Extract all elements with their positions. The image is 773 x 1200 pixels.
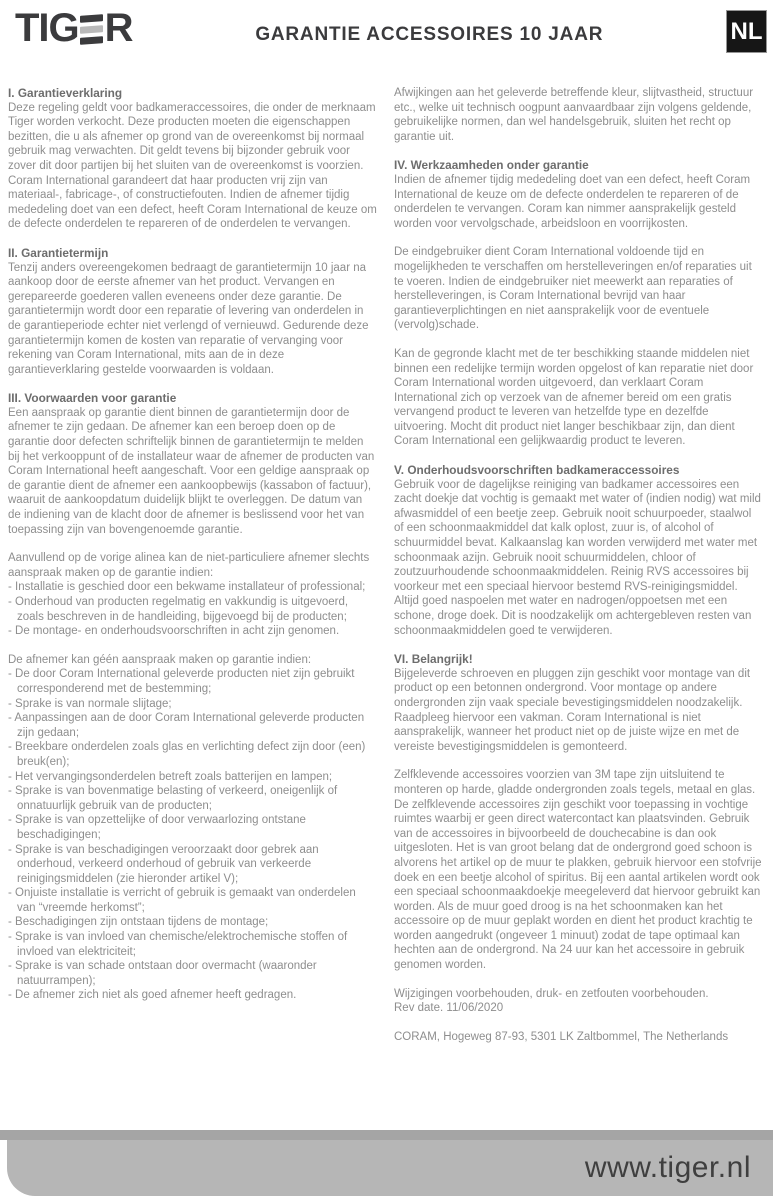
section-5-paragraph: Gebruik voor de dagelijkse reiniging van badkamer accessoires een zacht doekje dat vochtig is gemaakt met water of (indien nodig) wat mild afwasmiddel of een beetje zeep. Gebruik nooit schuurpoeder, staalwol of een schoonmaakmiddel dat kalk oplost, zuur is, of alcohol of schuurmiddel bevat. Kalkaanslag kan worden verwijderd met water met schoonmaak azijn. Gebruik nooit schuurmiddelen, chloor of zoutzuurhoudende schoonmaakmiddelen. Reinig RVS accessoires bij voorkeur met een speciaal hiervoor bestemd RVS-reinigingsmiddel. Altijd goed naspoelen met water en nadrogen/oppoetsen met een schone, droge doek. Dit is noodzakelijk om achtergebleven resten van schoonmaakmiddelen goed te verwijderen. <box>394 478 761 637</box>
document-body <box>0 86 773 1058</box>
list-item: - Het vervangingsonderdelen betreft zoals batterijen en lampen; <box>8 770 333 783</box>
tiger-logo <box>15 8 133 48</box>
section-4-heading: IV. Werkzaamheden onder garantie <box>394 158 589 173</box>
section-2-paragraph: Tenzij anders overeengekomen bedraagt de garantietermijn 10 jaar na aankoop door de eerste afnemer van het product. Vervangen en gerepareerde goederen vallen eveneens onder deze garantie. De garantietermijn wordt door een reparatie of levering van onderdelen in de garantieperiode echter niet verlengd of vernieuwd. Gedurende deze garantietermijn komen de kosten van reparatie of vervanging voor rekening van Coram International, mits aan de in deze garantieverklaring gestelde voorwaarden is voldaan. <box>8 261 369 376</box>
document-header <box>0 0 773 62</box>
list-item: - Sprake is van opzettelijke of door verwaarlozing ontstane beschadigingen; <box>8 814 306 841</box>
section-3-list-1 <box>8 580 377 638</box>
section-4-paragraph-2: De eindgebruiker dient Coram International voldoende tijd en mogelijkheden te verschaffen om herstelleveringen en/of reparaties uit te voeren. Indien de eindgebruiker niet meewerkt aan reparaties of herstelleveringen, is Coram International bevrijd van haar garantieverplichtingen en niet aansprakelijk voor de eventuele (vervolg)schade. <box>394 246 752 332</box>
section-3-list-2-intro: De afnemer kan géén aanspraak maken op garantie indien: <box>8 653 312 666</box>
logo-bar-middle <box>80 25 103 34</box>
section-1-paragraph: Deze regeling geldt voor badkameraccessoires, die onder de merknaam Tiger worden verkocht. Deze producten moeten die eigenschappen bezitten, die u als afnemer op grond van de overeenkomst bij normaal gebruik mag verwachten. Dit geldt tevens bij bijzonder gebruik voor zover dit door partijen bij het sluiten van de overeenkomst is voorzien. Coram International garandeert dat haar producten vrij zijn van materiaal-, fabricage-, of constructiefouten. Indien de afnemer tijdig mededeling doet van een defect, heeft Coram International de keuze om de defecte onderdelen te repareren of de onderdelen te vervangen. <box>8 101 377 231</box>
section-3-paragraph-1: Een aanspraak op garantie dient binnen de garantietermijn door de afnemer te zijn gedaan. De afnemer kan een beroep doen op de garantie door defecten schriftelijk binnen de garantietermijn te melden bij het verkooppunt of de installateur waar de afnemer de producten van Coram International heeft aangeschaft. Voor een geldige aanspraak op de garantie dient de afnemer een aankoopbewijs (kassabon of factuur), waaruit de aankoopdatum duidelijk blijkt te overleggen. De datum van de indiening van de klacht door de afnemer is beslissend voor het van toepassing zijn van bovengenoemde garantie. <box>8 406 375 536</box>
list-item: - Sprake is van schade ontstaan door overmacht (waaronder natuurrampen); <box>8 960 317 987</box>
list-item: - Onderhoud van producten regelmatig en vakkundig is uitgevoerd, zoals beschreven in de handleiding, bijgevoegd bij de producten; <box>8 596 349 623</box>
page-title: GARANTIE ACCESSOIRES 10 JAAR <box>255 24 604 45</box>
list-item: - Breekbare onderdelen zoals glas en verlichting defect zijn door (een) breuk(en); <box>8 741 366 768</box>
deviations-paragraph: Afwijkingen aan het geleverde betreffende kleur, slijtvastheid, structuur etc., welke uit technisch oogpunt aanvaardbaar zijn volgens geldende, gebruikelijke normen, dan wel handelsgebruik, sluiten het recht op garantie uit. <box>394 87 754 143</box>
logo-bar-top <box>80 14 103 23</box>
list-item: - Sprake is van beschadigingen veroorzaakt door gebrek aan onderhoud, verkeerd onderhoud of gebruik van verkeerde reinigingsmiddelen (zie hieronder artikel V); <box>8 843 319 885</box>
tiger-logo-text-right: R <box>104 6 133 50</box>
footer-top-strip <box>0 1130 773 1140</box>
document-footer <box>0 1130 773 1196</box>
list-item: - De door Coram International geleverde producten niet zijn gebruikt corresponderend met de bestemming; <box>8 668 355 695</box>
section-3-list-1-intro: Aanvullend op de vorige alinea kan de niet-particuliere afnemer slechts aanspraak maken op de garantie indien: <box>8 552 370 579</box>
disclaimer-line-2: Rev date. 11/06/2020 <box>394 1002 504 1015</box>
section-4-paragraph-3: Kan de gegronde klacht met de ter beschikking staande middelen niet binnen een redelijke termijn worden opgelost of kan reparatie niet door Coram International worden uitgevoerd, dan verklaart Coram International zich op verzoek van de afnemer bereid om een gratis vervangend product te leveren van hetzelfde type en dezelfde uitvoering. Mocht dit product niet langer beschikbaar zijn, dan dient Coram International een gelijkwaardig product te leveren. <box>394 347 754 448</box>
section-6-heading: VI. Belangrijk! <box>394 652 473 667</box>
tiger-logo-text-left: TIG <box>15 6 79 50</box>
list-item: - Onjuiste installatie is verricht of gebruik is gemaakt van onderdelen van “vreemde herkomst”; <box>8 887 356 914</box>
company-address: CORAM, Hogeweg 87-93, 5301 LK Zaltbommel, The Netherlands <box>394 1030 729 1043</box>
right-column <box>394 86 763 1058</box>
section-2-heading: II. Garantietermijn <box>8 245 109 260</box>
disclaimer-line-1: Wijzigingen voorbehouden, druk- en zetfouten voorbehouden. <box>394 987 709 1000</box>
title-container <box>133 8 726 46</box>
logo-bar-bottom <box>80 36 103 45</box>
list-item: - De montage- en onderhoudsvoorschriften in acht zijn genomen. <box>8 625 340 638</box>
section-3-list-2 <box>8 667 377 1003</box>
list-item: - Aanpassingen aan de door Coram International geleverde producten zijn gedaan; <box>8 712 365 739</box>
list-item: - Sprake is van invloed van chemische/elektrochemische stoffen of invloed van elektriciteit; <box>8 931 348 958</box>
list-item: - Beschadigingen zijn ontstaan tijdens de montage; <box>8 916 269 929</box>
section-5-heading: V. Onderhoudsvoorschriften badkameraccessoires <box>394 463 680 478</box>
list-item: - Sprake is van normale slijtage; <box>8 697 172 710</box>
list-item: - Sprake is van bovenmatige belasting of verkeerd, oneigenlijk of onnatuurlijk gebruik van de producten; <box>8 785 338 812</box>
list-item: - De afnemer zich niet als goed afnemer heeft gedragen. <box>8 989 297 1002</box>
footer-bar <box>7 1140 773 1196</box>
section-6-paragraph-2: Zelfklevende accessoires voorzien van 3M tape zijn uitsluitend te monteren op harde, gladde ondergronden zoals tegels, metaal en glas. De zelfklevende accessoires zijn geschikt voor toepassing in vochtige ruimtes waarbij er geen direct watercontact kan plaatsvinden. Gebruik van de accessoires in bijvoorbeeld de douchecabine is dan ook uitgesloten. Het is van groot belang dat de ondergrond goed schoon is alvorens het artikel op de muur te plakken, gebruik hiervoor een stofvrije doek en een beetje alcohol of spiritus. Bij een aantal artikelen wordt ook een speciaal schoonmaakdoekje meegeleverd dat hiervoor gebruikt kan worden. Als de muur goed droog is na het schoonmaken kan het accessoire op de muur geplakt worden en dient het product krachtig te worden aangedrukt (ongeveer 1 minuut) zodat de tape optimaal kan hechten aan de ondergrond. Na 24 uur kan het accessoire in gebruik genomen worden. <box>394 769 762 972</box>
language-badge: NL <box>726 10 767 53</box>
section-6-paragraph-1: Bijgeleverde schroeven en pluggen zijn geschikt voor montage van dit product op een betonnen ondergrond. Voor montage op andere ondergronden zijn vaak speciale bevestigingsmiddelen noodzakelijk. Raadpleeg hiervoor een vakman. Coram International is niet aansprakelijk, wanneer het product niet op de juiste wijze en met de vereiste bevestigingsmiddelen is gemonteerd. <box>394 667 751 753</box>
section-1-heading: I. Garantieverklaring <box>8 86 123 100</box>
section-3-heading: III. Voorwaarden voor garantie <box>8 391 177 406</box>
tiger-logo-e-bars-icon <box>80 12 103 44</box>
section-4-paragraph-1: Indien de afnemer tijdig mededeling doet van een defect, heeft Coram International de keuze om de defecte onderdelen te repareren of de onderdelen te vervangen. Coram kan nimmer aansprakelijk gesteld worden voor vervolgschade, arbeidsloon en voorrijkosten. <box>394 173 751 230</box>
website-url: www.tiger.nl <box>584 1151 751 1184</box>
left-column <box>8 86 377 1058</box>
list-item: - Installatie is geschied door een bekwame installateur of professional; <box>8 581 366 594</box>
